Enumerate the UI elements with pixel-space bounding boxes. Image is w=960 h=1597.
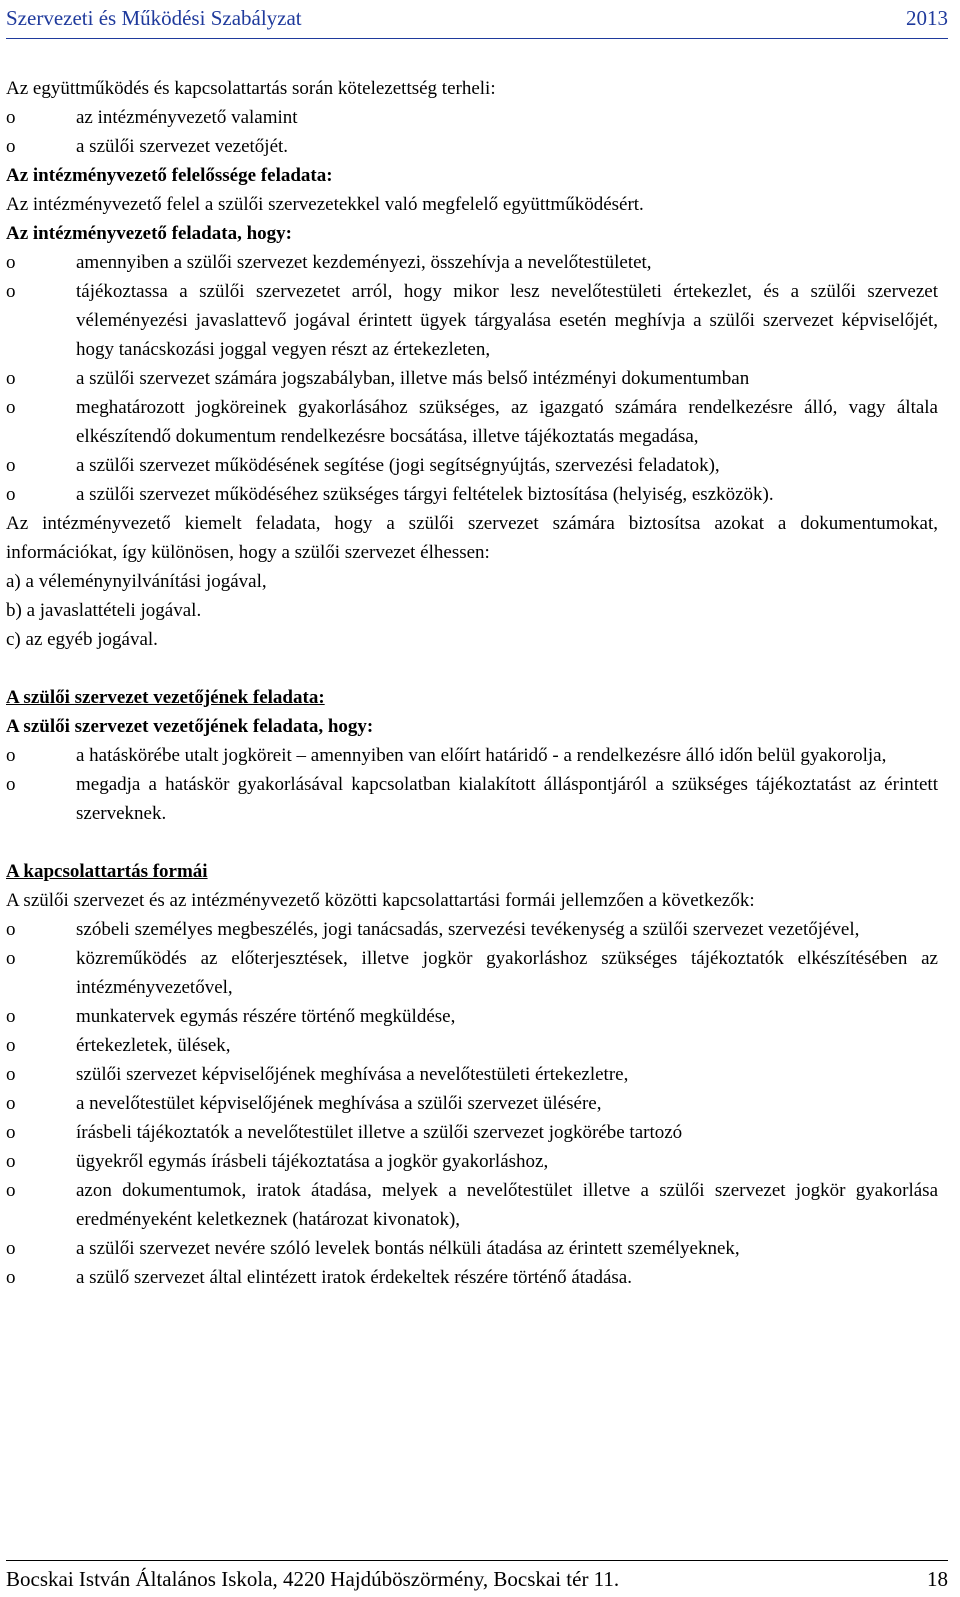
- contact-forms-heading: A kapcsolattartás formái: [6, 861, 208, 882]
- list-item-text: írásbeli tájékoztatók a nevelőtestület illetve a szülői szervezet jogkörébe tartozó: [76, 1122, 683, 1143]
- list-item: [6, 1060, 938, 1089]
- list-item: [6, 1118, 938, 1147]
- bullet-marker: o: [6, 484, 16, 505]
- list-item-text: az intézményvezető valamint: [76, 107, 298, 128]
- list-item-text: értekezletek, ülések,: [76, 1035, 231, 1056]
- page-footer: [6, 1564, 948, 1594]
- bullet-marker: o: [6, 1151, 16, 1172]
- list-item: [6, 770, 938, 828]
- bullet-marker: o: [6, 774, 16, 795]
- list-item-text: a szülői szervezet vezetőjét.: [76, 136, 289, 157]
- bullet-marker: o: [6, 919, 16, 940]
- list-item-text: szülői szervezet képviselőjének meghívása a nevelőtestületi értekezletre,: [76, 1064, 629, 1085]
- parent-leader-subheading: A szülői szervezet vezetőjének feladata, hogy:: [6, 716, 374, 737]
- list-item-text: a szülői szervezet nevére szóló levelek bontás nélküli átadása az érintett személyeknek,: [76, 1238, 740, 1259]
- bullet-marker: o: [6, 368, 16, 389]
- list-item: [6, 1089, 938, 1118]
- list-item: [6, 277, 938, 364]
- list-item: [6, 1263, 938, 1292]
- list-item: [6, 451, 938, 480]
- bullet-marker: o: [6, 1006, 16, 1027]
- bullet-marker: o: [6, 136, 16, 157]
- right-item: a) a véleménynyilvánítási jogával,: [6, 571, 267, 592]
- list-item-text: a hatáskörébe utalt jogköreit – amennyiben van előírt határidő - a rendelkezésre álló időn belül gyakorolja,: [76, 745, 887, 766]
- list-item-text: azon dokumentumok, iratok átadása, melyek a nevelőtestület illetve a szülői szervezet jogkör gyakorlása eredményeként keletkeznek (határozat kivonatok),: [76, 1180, 938, 1230]
- list-item-text: közreműködés az előterjesztések, illetve jogkör gyakorláshoz szükséges tájékoztatók elkészítésében az intézményvezetővel,: [76, 948, 938, 998]
- bullet-marker: o: [6, 1238, 16, 1259]
- list-item: [6, 248, 938, 277]
- list-item: [6, 1147, 938, 1176]
- list-item: [6, 915, 938, 944]
- list-item-text: szóbeli személyes megbeszélés, jogi tanácsadás, szervezési tevékenység a szülői szervezet vezetőjével,: [76, 919, 860, 940]
- list-item: [6, 1002, 938, 1031]
- list-item: [6, 944, 938, 1002]
- list-item-text: a szülői szervezet működéséhez szükséges tárgyi feltételek biztosítása (helyiség, eszközök).: [76, 484, 774, 505]
- list-item-text: meghatározott jogköreinek gyakorlásához szükséges, az igazgató számára rendelkezésre álló, vagy általa elkészítendő dokumentum rendelkezésre bocsátása, illetve tájékoztatás megadása,: [76, 397, 938, 447]
- contact-forms-list: [6, 915, 938, 1292]
- list-item-text: amennyiben a szülői szervezet kezdeményezi, összehívja a nevelőtestületet,: [76, 252, 652, 273]
- footer-divider: [6, 1560, 948, 1561]
- document-title: Szervezeti és Működési Szabályzat: [6, 5, 302, 30]
- key-task-paragraph: Az intézményvezető kiemelt feladata, hogy a szülői szervezet számára biztosítsa azokat a dokumentumokat, információkat, így különösen, hogy a szülői szervezet élhessen:: [6, 513, 938, 563]
- school-address: Bocskai István Általános Iskola, 4220 Hajdúböszörmény, Bocskai tér 11.: [6, 1566, 620, 1591]
- bullet-marker: o: [6, 1093, 16, 1114]
- parent-leader-task-list: [6, 741, 938, 828]
- list-item-text: a szülői szervezet számára jogszabályban, illetve más belső intézményi dokumentumban: [76, 368, 750, 389]
- bullet-marker: o: [6, 1035, 16, 1056]
- header-divider: [6, 38, 948, 39]
- principal-tasks-heading: Az intézményvezető feladata, hogy:: [6, 223, 292, 244]
- list-item-text: tájékoztassa a szülői szervezetet arról, hogy mikor lesz nevelőtestületi értekezlet, és a szülői szervezet véleményezési javaslattevő jogával érintett ügyek tárgyalása esetén meghívja a szülői szervezet képviselőjét, hogy tanácskozási joggal vegyen részt az értekezleten,: [76, 281, 938, 360]
- page-header: [6, 2, 948, 34]
- list-item-text: a nevelőtestület képviselőjének meghívása a szülői szervezet ülésére,: [76, 1093, 602, 1114]
- document-year: 2013: [906, 5, 948, 30]
- spacer: [6, 654, 938, 683]
- list-item-text: megadja a hatáskör gyakorlásával kapcsolatban kialakított álláspontjáról a szükséges tájékoztatást az érintett szerveknek.: [76, 774, 938, 824]
- bullet-marker: o: [6, 455, 16, 476]
- bullet-marker: o: [6, 948, 16, 969]
- list-item-text: a szülői szervezet működésének segítése (jogi segítségnyújtás, szervezési feladatok),: [76, 455, 720, 476]
- responsibility-heading: Az intézményvezető felelőssége feladata:: [6, 165, 333, 186]
- bullet-marker: o: [6, 1267, 16, 1288]
- right-item: c) az egyéb jogával.: [6, 629, 158, 650]
- list-item: [6, 480, 938, 509]
- list-item-text: a szülő szervezet által elintézett iratok érdekeltek részére történő átadása.: [76, 1267, 632, 1288]
- list-item-text: ügyekről egymás írásbeli tájékoztatása a jogkör gyakorláshoz,: [76, 1151, 549, 1172]
- bullet-marker: o: [6, 1122, 16, 1143]
- list-item: [6, 1176, 938, 1234]
- right-item: b) a javaslattételi jogával.: [6, 600, 202, 621]
- contact-forms-intro: A szülői szervezet és az intézményvezető közötti kapcsolattartási formái jellemzően a következők:: [6, 890, 755, 911]
- parent-leader-heading: A szülői szervezet vezetőjének feladata:: [6, 687, 325, 708]
- principal-task-list: [6, 248, 938, 509]
- page-content: [6, 74, 938, 1292]
- bullet-marker: o: [6, 281, 16, 302]
- list-item-text: munkatervek egymás részére történő megküldése,: [76, 1006, 456, 1027]
- spacer: [6, 828, 938, 857]
- list-item: [6, 1031, 938, 1060]
- list-item: [6, 132, 938, 161]
- cooperation-intro: Az együttműködés és kapcsolattartás során kötelezettség terheli:: [6, 78, 496, 99]
- bullet-marker: o: [6, 397, 16, 418]
- page-number: 18: [927, 1566, 948, 1591]
- bullet-marker: o: [6, 745, 16, 766]
- bullet-marker: o: [6, 252, 16, 273]
- list-item: [6, 364, 938, 393]
- bullet-marker: o: [6, 1180, 16, 1201]
- list-item: [6, 1234, 938, 1263]
- list-item: [6, 741, 938, 770]
- list-item: [6, 103, 938, 132]
- obligation-list: [6, 103, 938, 161]
- responsibility-text: Az intézményvezető felel a szülői szervezetekkel való megfelelő együttműködésért.: [6, 194, 644, 215]
- list-item: [6, 393, 938, 451]
- bullet-marker: o: [6, 107, 16, 128]
- bullet-marker: o: [6, 1064, 16, 1085]
